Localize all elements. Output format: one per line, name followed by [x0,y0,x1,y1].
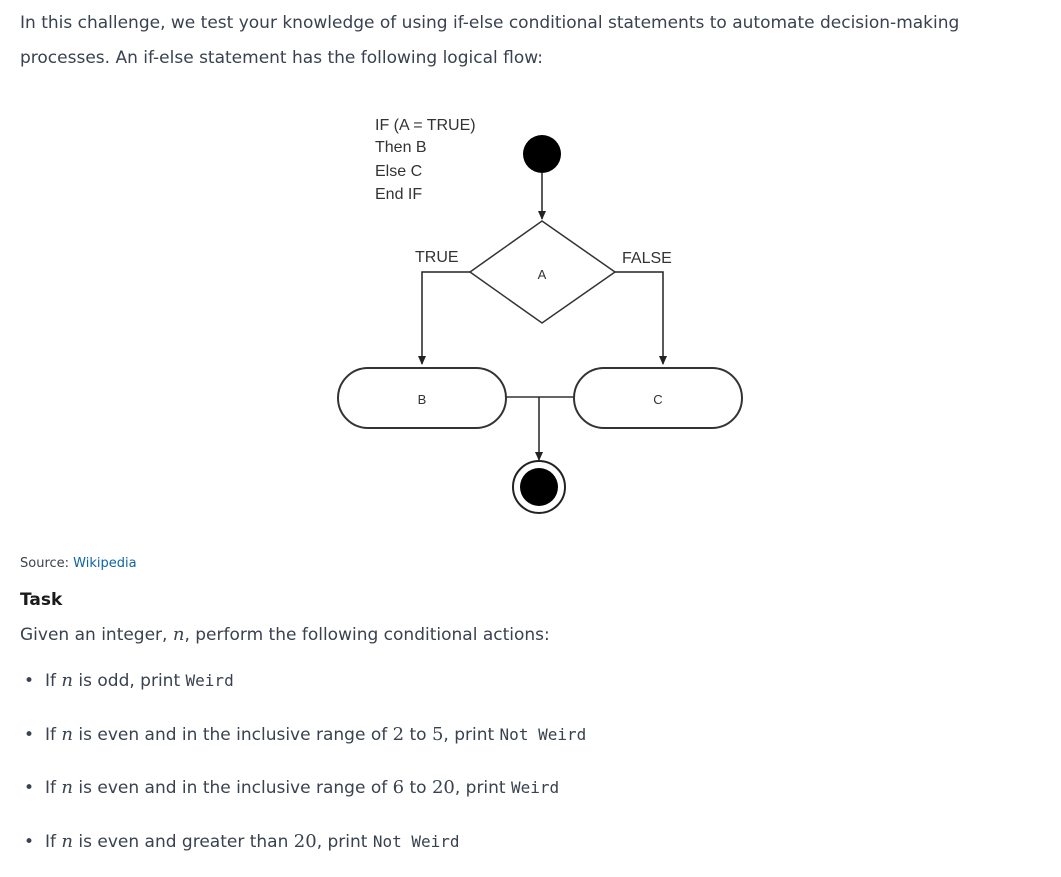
range-start: 6 [392,777,405,798]
variable-n: n [61,831,73,852]
rule-text: , print [443,725,500,745]
task-heading: Task [20,590,63,610]
variable-n: n [172,624,185,645]
false-branch-arrow [615,272,663,364]
variable-n: n [61,670,73,691]
false-label: FALSE [622,250,672,267]
rule-item [24,831,460,852]
decision-label: A [537,267,547,282]
task-desc-after: , perform the following conditional actions: [184,625,550,645]
range-end: 5 [431,724,444,745]
node-c-label: C [653,392,663,407]
bullet-icon: • [24,671,35,691]
rule-text: is even and greater than [73,832,294,852]
rule-text: to [404,778,432,798]
rule-text: , print [454,778,511,798]
rule-output: Weird [185,671,234,690]
end-node [520,468,558,506]
rule-text: is odd, print [73,671,186,691]
true-label: TRUE [415,249,459,266]
rule-text: If [45,778,62,798]
range-end: 20 [431,777,455,798]
rule-item [24,777,559,798]
rule-output: Not Weird [372,832,460,851]
rule-output: Not Weird [499,725,587,744]
rule-text: is even and in the inclusive range of [73,725,393,745]
rule-output: Weird [511,778,560,797]
rule-item [24,724,586,745]
bullet-icon: • [24,725,35,745]
rule-text: If [45,671,62,691]
pseudocode-line: End IF [375,186,423,203]
wikipedia-link[interactable]: Wikipedia [73,556,137,571]
node-b-label: B [417,392,427,407]
rule-text: If [45,725,62,745]
threshold-value: 20 [293,831,317,852]
if-else-flow-diagram [330,108,750,520]
task-description [20,624,550,645]
rule-text: to [404,725,432,745]
rule-text: If [45,832,62,852]
start-node [523,135,561,173]
pseudocode-line: Else C [375,163,423,180]
source-line [20,556,137,571]
bullet-icon: • [24,832,35,852]
task-desc-before: Given an integer, [20,625,173,645]
pseudocode-line: Then B [375,139,427,156]
bullet-icon: • [24,778,35,798]
variable-n: n [61,724,73,745]
variable-n: n [61,777,73,798]
rule-text: is even and in the inclusive range of [73,778,393,798]
rule-item [24,670,234,691]
range-start: 2 [392,724,405,745]
intro-paragraph: In this challenge, we test your knowledge of using if-else conditional statements to automate decision-making processes. An if-else statement has the following logical flow: [20,13,960,68]
rule-text: , print [316,832,373,852]
true-branch-arrow [422,272,470,364]
source-prefix: Source: [20,556,74,571]
pseudocode-line: IF (A = TRUE) [375,117,476,134]
